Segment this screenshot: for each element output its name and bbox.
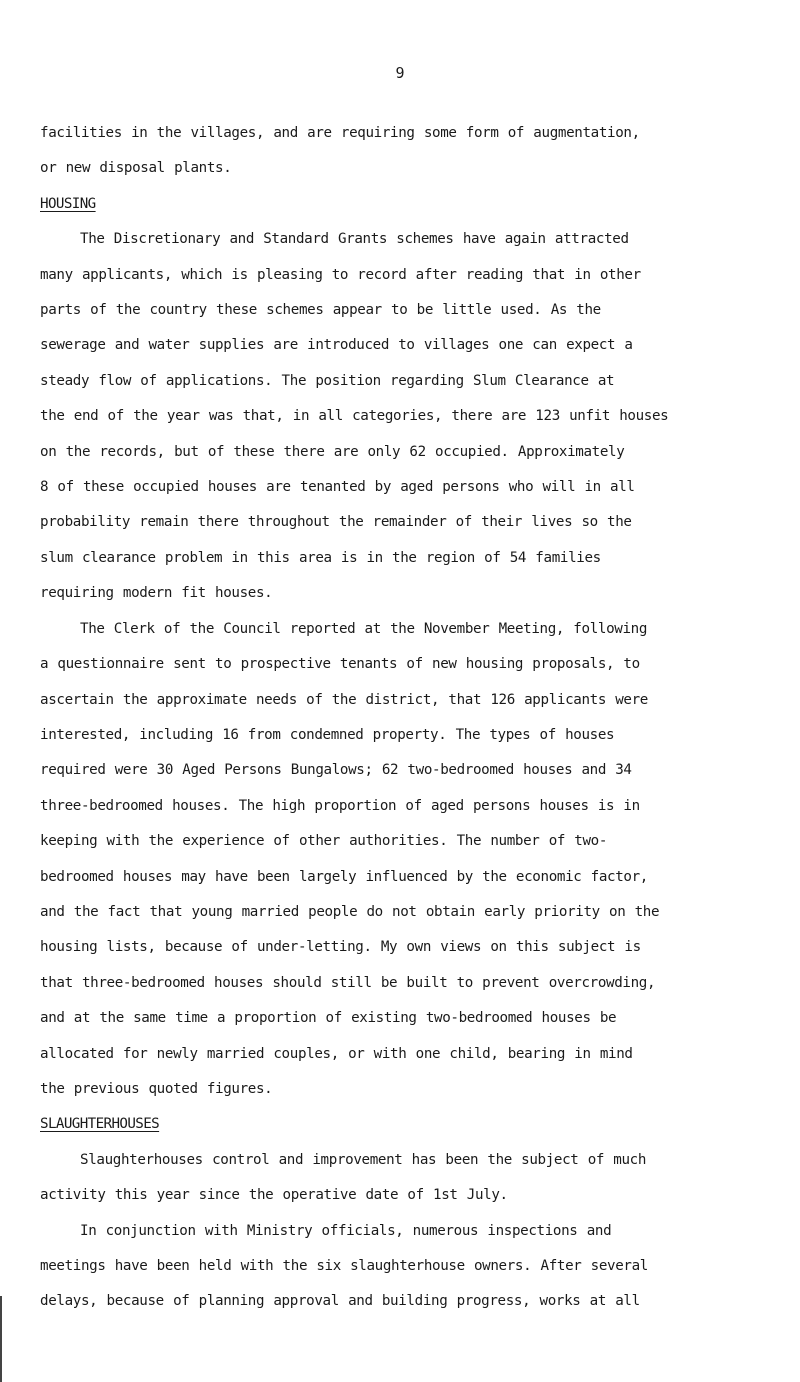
text-line: ascertain the approximate needs of the district, that 126 applicants were [40, 691, 648, 708]
slaughterhouses-heading: SLAUGHTERHOUSES [40, 1116, 160, 1133]
text-line: The Clerk of the Council reported at the November Meeting, following [80, 620, 648, 637]
slaughterhouses-paragraph-2 [40, 1214, 784, 1320]
housing-heading-block [40, 187, 784, 222]
text-line: and at the same time a proportion of existing two-bedroomed houses be [40, 1010, 617, 1027]
text-line: sewerage and water supplies are introduced to villages one can expect a [40, 337, 633, 354]
text-line: steady flow of applications. The position regarding Slum Clearance at [40, 372, 615, 389]
text-line: requiring modern fit houses. [40, 585, 273, 602]
text-line: the previous quoted figures. [40, 1080, 273, 1097]
text-line: parts of the country these schemes appear to be little used. As the [40, 302, 601, 319]
intro-paragraph [40, 116, 784, 187]
text-line: or new disposal plants. [40, 160, 232, 177]
housing-paragraph-1 [40, 222, 784, 611]
housing-heading: HOUSING [40, 195, 96, 212]
document-body [40, 116, 784, 1320]
text-line: keeping with the experience of other authorities. The number of two- [40, 833, 608, 850]
text-line: on the records, but of these there are only 62 occupied. Approximately [40, 443, 625, 460]
text-line: bedroomed houses may have been largely influenced by the economic factor, [40, 868, 648, 885]
text-line: the end of the year was that, in all categories, there are 123 unfit houses [40, 408, 669, 425]
text-line: three-bedroomed houses. The high proportion of aged persons houses is in [40, 797, 640, 814]
text-line: delays, because of planning approval and building progress, works at all [40, 1293, 640, 1310]
text-line: In conjunction with Ministry officials, numerous inspections and [80, 1222, 612, 1239]
text-line: many applicants, which is pleasing to record after reading that in other [40, 266, 641, 283]
text-line: and the fact that young married people do not obtain early priority on the [40, 903, 660, 920]
text-line: slum clearance problem in this area is in the region of 54 families [40, 549, 601, 566]
slaughterhouses-heading-block [40, 1107, 784, 1142]
text-line: Slaughterhouses control and improvement has been the subject of much [80, 1151, 647, 1168]
left-margin-rule [0, 1296, 2, 1382]
text-line: activity this year since the operative date of 1st July. [40, 1187, 508, 1204]
text-line: housing lists, because of under-letting. My own views on this subject is [40, 939, 641, 956]
text-line: probability remain there throughout the remainder of their lives so the [40, 514, 632, 531]
text-line: meetings have been held with the six slaughterhouse owners. After several [40, 1258, 648, 1274]
text-line: facilities in the villages, and are requiring some form of augmentation, [40, 125, 640, 141]
slaughterhouses-paragraph-1 [40, 1143, 784, 1214]
text-line: allocated for newly married couples, or with one child, bearing in mind [40, 1045, 633, 1062]
text-line: 8 of these occupied houses are tenanted by aged persons who will in all [40, 479, 635, 496]
page-number: 9 [395, 64, 405, 82]
text-line: a questionnaire sent to prospective tenants of new housing proposals, to [40, 656, 640, 673]
text-line: The Discretionary and Standard Grants schemes have again attracted [80, 231, 629, 248]
text-line: required were 30 Aged Persons Bungalows; 62 two-bedroomed houses and 34 [40, 762, 632, 779]
housing-paragraph-2 [40, 612, 784, 1108]
text-line: interested, including 16 from condemned property. The types of houses [40, 726, 615, 743]
text-line: that three-bedroomed houses should still be built to prevent overcrowding, [40, 974, 656, 991]
